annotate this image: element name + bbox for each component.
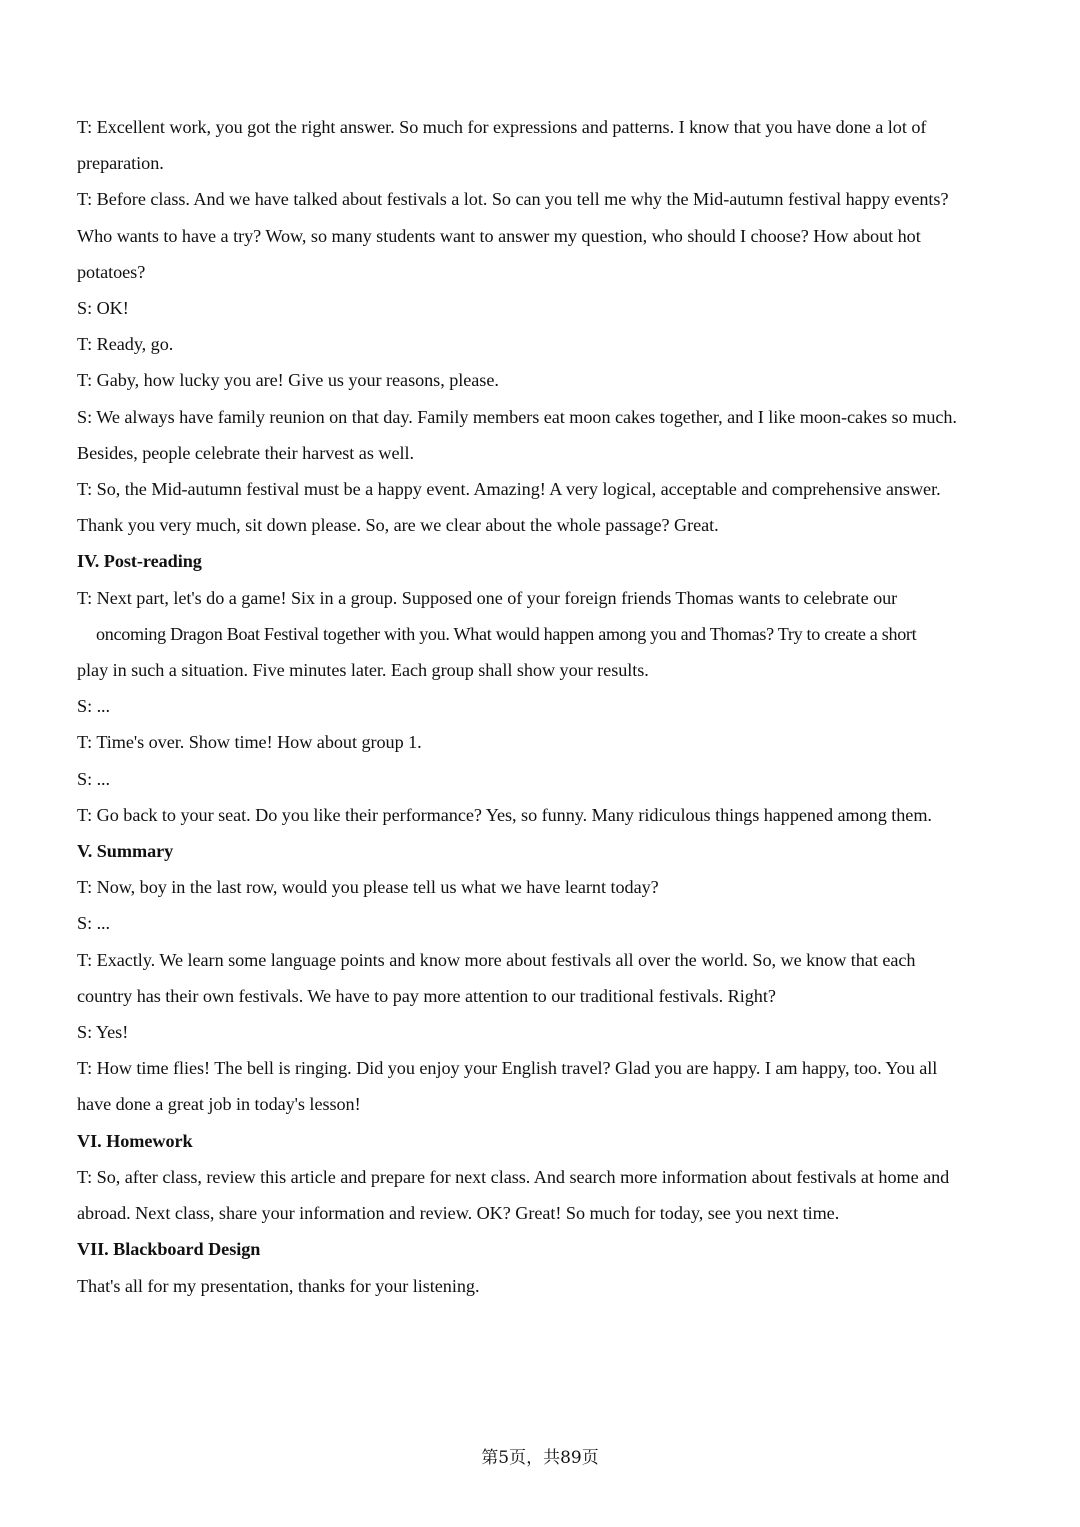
- text-line: potatoes?: [77, 261, 146, 282]
- text-line: T: How time flies! The bell is ringing. Did you enjoy your English travel? Glad you are happy. I am happy, too. You all: [77, 1058, 938, 1079]
- section-heading: IV. Post-reading: [77, 551, 202, 572]
- text-line: That's all for my presentation, thanks for your listening.: [77, 1275, 480, 1296]
- section-heading: VII. Blackboard Design: [77, 1239, 261, 1260]
- text-line: abroad. Next class, share your information and review. OK? Great! So much for today, see you next time.: [77, 1203, 840, 1224]
- text-line: T: Now, boy in the last row, would you please tell us what we have learnt today?: [77, 877, 659, 898]
- text-line: Besides, people celebrate their harvest as well.: [77, 442, 414, 463]
- text-line: country has their own festivals. We have to pay more attention to our traditional festivals. Right?: [77, 985, 776, 1006]
- text-line: S: ...: [77, 913, 111, 934]
- text-line: S: We always have family reunion on that day. Family members eat moon cakes together, and I like moon-cakes so much.: [77, 406, 957, 427]
- text-line: Thank you very much, sit down please. So, are we clear about the whole passage? Great.: [77, 515, 719, 536]
- text-line: Who wants to have a try? Wow, so many students want to answer my question, who should I choose? How about hot: [77, 225, 921, 246]
- text-line: have done a great job in today's lesson!: [77, 1094, 361, 1115]
- text-line: S: OK!: [77, 298, 129, 319]
- text-line: T: So, the Mid-autumn festival must be a happy event. Amazing! A very logical, acceptable and comprehensive answer.: [77, 479, 941, 500]
- text-line: play in such a situation. Five minutes later. Each group shall show your results.: [77, 660, 649, 681]
- text-line: T: Time's over. Show time! How about group 1.: [77, 732, 422, 753]
- text-line: S: Yes!: [77, 1022, 129, 1043]
- text-line: preparation.: [77, 153, 164, 174]
- section-heading: V. Summary: [77, 841, 174, 862]
- text-line: T: Exactly. We learn some language points and know more about festivals all over the world. So, we know that each: [77, 949, 916, 970]
- document-body: [77, 109, 1017, 1304]
- page-number-footer: 第5页，共89页: [481, 1448, 599, 1468]
- text-line: T: Excellent work, you got the right answer. So much for expressions and patterns. I know that you have done a lot of: [77, 117, 927, 137]
- text-line: T: Ready, go.: [77, 334, 174, 355]
- text-line: T: Before class. And we have talked about festivals a lot. So can you tell me why the Mid-autumn festival happy events?: [77, 189, 949, 210]
- text-line: S: ...: [77, 696, 111, 717]
- text-line: T: So, after class, review this article and prepare for next class. And search more information about festivals at home and: [77, 1166, 950, 1187]
- text-line: oncoming Dragon Boat Festival together with you. What would happen among you and Thomas? Try to create a short: [96, 623, 917, 644]
- text-line: T: Gaby, how lucky you are! Give us your reasons, please.: [77, 370, 499, 391]
- text-line: S: ...: [77, 768, 111, 789]
- text-line: T: Next part, let's do a game! Six in a group. Supposed one of your foreign friends Thomas wants to celebrate our: [77, 587, 898, 608]
- text-line: T: Go back to your seat. Do you like their performance? Yes, so funny. Many ridiculous things happened among them.: [77, 804, 932, 825]
- section-heading: VI. Homework: [77, 1130, 193, 1151]
